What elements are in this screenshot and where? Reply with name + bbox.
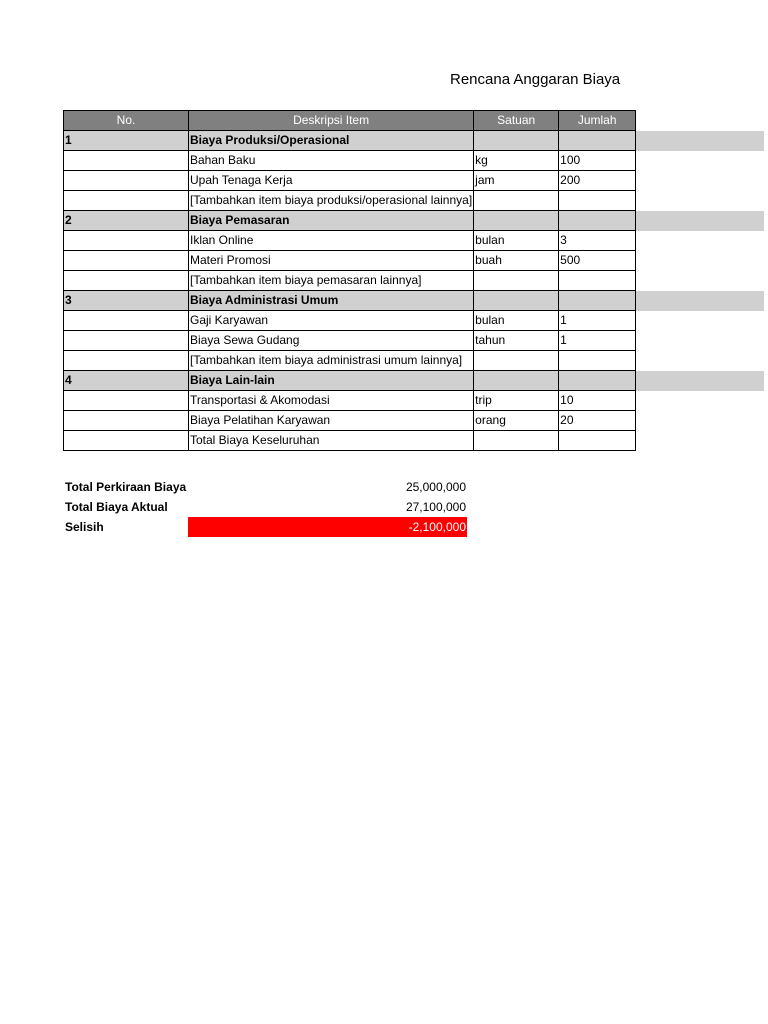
item-quantity[interactable]: 1 [559,331,636,351]
header-description[interactable]: Deskripsi Item [189,111,474,131]
blank-cell [636,391,764,411]
category-name[interactable]: Biaya Lain-lain [189,371,474,391]
item-unit[interactable]: jam [474,171,559,191]
item-row [64,431,764,451]
category-number[interactable]: 1 [64,131,189,151]
item-row [64,411,764,431]
item-unit[interactable] [474,191,559,211]
item-number-cell[interactable] [64,311,189,331]
item-number-cell[interactable] [64,251,189,271]
item-quantity[interactable]: 10 [559,391,636,411]
item-quantity[interactable]: 500 [559,251,636,271]
header-no[interactable]: No. [64,111,189,131]
item-unit[interactable]: trip [474,391,559,411]
blank-cell [636,151,764,171]
item-unit[interactable] [474,351,559,371]
category-row [64,371,764,391]
item-description[interactable]: [Tambahkan item biaya administrasi umum lainnya] [189,351,474,371]
item-number-cell[interactable] [64,191,189,211]
item-number-cell[interactable] [64,171,189,191]
category-fill-cell [636,211,764,231]
item-unit[interactable]: kg [474,151,559,171]
item-number-cell[interactable] [64,351,189,371]
item-description[interactable]: Iklan Online [189,231,474,251]
blank-cell [636,331,764,351]
item-row [64,191,764,211]
item-quantity[interactable]: 200 [559,171,636,191]
item-unit[interactable] [474,431,559,451]
blank-cell [636,191,764,211]
summary-label: Total Biaya Aktual [65,500,168,514]
blank-cell [636,231,764,251]
page-title: Rencana Anggaran Biaya [450,71,621,88]
header-quantity[interactable]: Jumlah [559,111,636,131]
item-row [64,331,764,351]
item-unit[interactable]: buah [474,251,559,271]
item-description[interactable]: [Tambahkan item biaya produksi/operasional lainnya] [189,191,474,211]
category-unit-cell[interactable] [474,371,559,391]
category-qty-cell[interactable] [559,211,636,231]
item-unit[interactable]: tahun [474,331,559,351]
item-quantity[interactable]: 100 [559,151,636,171]
item-row [64,251,764,271]
item-quantity[interactable] [559,191,636,211]
item-quantity[interactable]: 3 [559,231,636,251]
category-unit-cell[interactable] [474,291,559,311]
category-number[interactable]: 3 [64,291,189,311]
category-number[interactable]: 2 [64,211,189,231]
item-row [64,271,764,291]
item-number-cell[interactable] [64,431,189,451]
category-unit-cell[interactable] [474,131,559,151]
item-row [64,171,764,191]
category-fill-cell [636,131,764,151]
item-unit[interactable] [474,271,559,291]
item-number-cell[interactable] [64,151,189,171]
item-quantity[interactable]: 1 [559,311,636,331]
item-number-cell[interactable] [64,271,189,291]
blank-cell [636,271,764,291]
item-unit[interactable]: bulan [474,311,559,331]
summary-value[interactable]: 27,100,000 [405,500,466,514]
category-row [64,211,764,231]
item-number-cell[interactable] [64,331,189,351]
blank-cell [636,431,764,451]
category-unit-cell[interactable] [474,211,559,231]
summary-label: Selisih [65,520,104,534]
item-row [64,151,764,171]
summary-value[interactable]: -2,100,000 [188,517,467,537]
header-unit[interactable]: Satuan [474,111,559,131]
category-qty-cell[interactable] [559,291,636,311]
blank-cell [636,251,764,271]
summary-label: Total Perkiraan Biaya [65,480,187,494]
item-number-cell[interactable] [64,231,189,251]
item-description[interactable]: Transportasi & Akomodasi [189,391,474,411]
item-description[interactable]: Bahan Baku [189,151,474,171]
blank-cell [636,311,764,331]
budget-table [63,110,764,451]
item-description[interactable]: Gaji Karyawan [189,311,474,331]
category-qty-cell[interactable] [559,371,636,391]
category-fill-cell [636,291,764,311]
category-row [64,291,764,311]
item-unit[interactable]: bulan [474,231,559,251]
item-quantity[interactable] [559,351,636,371]
item-description[interactable]: Materi Promosi [189,251,474,271]
blank-cell [636,171,764,191]
summary-value[interactable]: 25,000,000 [405,480,466,494]
item-row [64,351,764,371]
category-fill-cell [636,371,764,391]
category-name[interactable]: Biaya Administrasi Umum [189,291,474,311]
category-row [64,131,764,151]
item-quantity[interactable] [559,431,636,451]
item-quantity[interactable]: 20 [559,411,636,431]
blank-cell [636,351,764,371]
category-name[interactable]: Biaya Pemasaran [189,211,474,231]
blank-cell [636,411,764,431]
header-row [64,111,764,131]
item-quantity[interactable] [559,271,636,291]
item-number-cell[interactable] [64,411,189,431]
category-qty-cell[interactable] [559,131,636,151]
item-row [64,231,764,251]
item-unit[interactable]: orang [474,411,559,431]
item-description[interactable]: [Tambahkan item biaya pemasaran lainnya] [189,271,474,291]
category-number[interactable]: 4 [64,371,189,391]
item-description[interactable]: Upah Tenaga Kerja [189,171,474,191]
item-row [64,391,764,411]
item-description[interactable]: Total Biaya Keseluruhan [189,431,474,451]
blank-cell [636,111,764,131]
item-description[interactable]: Biaya Pelatihan Karyawan [189,411,474,431]
item-row [64,311,764,331]
category-name[interactable]: Biaya Produksi/Operasional [189,131,474,151]
item-number-cell[interactable] [64,391,189,411]
item-description[interactable]: Biaya Sewa Gudang [189,331,474,351]
